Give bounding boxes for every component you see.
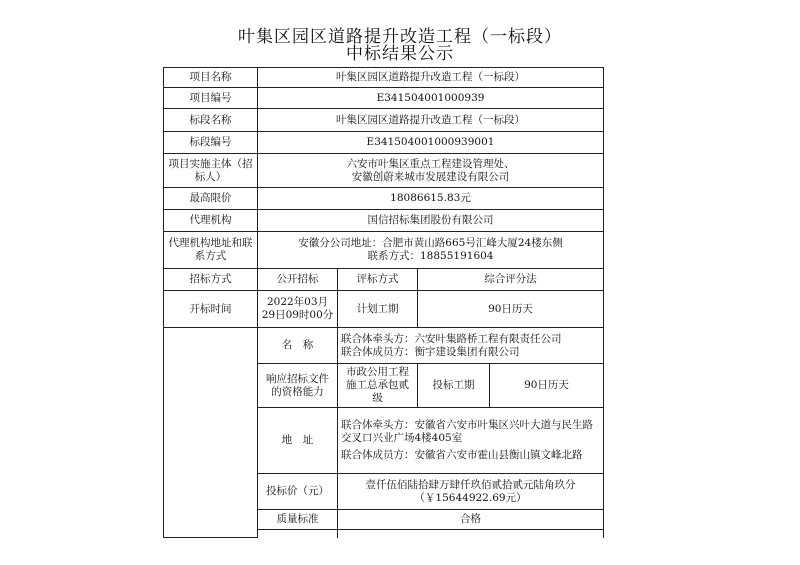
row-agency bbox=[164, 210, 604, 232]
qualification-label: 响应招标文件的资格能力 bbox=[258, 364, 338, 408]
row-open-time bbox=[164, 291, 604, 328]
section-name-label: 标段名称 bbox=[164, 109, 258, 132]
plan-period-value: 90日历天 bbox=[418, 291, 604, 328]
bid-method-value: 公开招标 bbox=[258, 269, 338, 291]
owner-value bbox=[258, 154, 604, 188]
agency-value: 国信招标集团股份有限公司 bbox=[258, 210, 604, 232]
result-table bbox=[163, 67, 604, 538]
quality-value: 合格 bbox=[338, 510, 604, 530]
section-code-label: 标段编号 bbox=[164, 132, 258, 154]
quality-label: 质量标准 bbox=[258, 510, 338, 530]
owner-value-line1: 六安市叶集区重点工程建设管理处、 bbox=[346, 157, 515, 170]
bid-period-value: 90日历天 bbox=[490, 364, 604, 408]
row-owner bbox=[164, 154, 604, 188]
winner-lead-name: 联合体牵头方：六安叶集路桥工程有限责任公司 bbox=[341, 332, 562, 345]
open-time-label: 开标时间 bbox=[164, 291, 258, 328]
owner-label: 项目实施主体（招标人） bbox=[164, 154, 258, 188]
agency-address: 安徽分公司地址：合肥市黄山路665号汇峰大厦24楼东侧 bbox=[298, 237, 563, 249]
cutoff-cell-a bbox=[258, 530, 338, 538]
winner-name-value bbox=[338, 328, 604, 364]
qualification-value: 市政公用工程施工总承包贰级 bbox=[338, 364, 418, 408]
row-section-code bbox=[164, 132, 604, 154]
bid-price-value: 壹仟伍佰陆拾肆万肆仟玖佰贰拾贰元陆角玖分（￥15644922.69元） bbox=[338, 474, 604, 510]
page-subtitle: 中标结果公示 bbox=[346, 44, 454, 64]
row-max-price bbox=[164, 188, 604, 210]
row-winner-name bbox=[164, 328, 604, 364]
bid-period-label: 投标工期 bbox=[418, 364, 490, 408]
bid-price-label: 投标价（元） bbox=[258, 474, 338, 510]
agency-phone: 联系方式：18855191604 bbox=[367, 250, 494, 262]
project-name-label: 项目名称 bbox=[164, 68, 258, 88]
page-title: 叶集区园区道路提升改造工程（一标段） bbox=[238, 27, 562, 47]
section-code-value: E341504001000939001 bbox=[258, 132, 604, 154]
address-value bbox=[338, 408, 604, 474]
owner-value-line2: 安徽创蔚来城市发展建设有限公司 bbox=[351, 170, 510, 183]
row-agency-contact bbox=[164, 232, 604, 269]
row-section-name bbox=[164, 109, 604, 132]
cutoff-cell-b bbox=[338, 530, 604, 538]
winner-block bbox=[164, 328, 258, 538]
project-name-value: 叶集区园区道路提升改造工程（一标段） bbox=[258, 68, 604, 88]
row-bid-method bbox=[164, 269, 604, 291]
agency-contact-value bbox=[258, 232, 604, 269]
agency-contact-label: 代理机构地址和联系方式 bbox=[164, 232, 258, 269]
eval-method-label: 评标方式 bbox=[338, 269, 418, 291]
project-code-value: E341504001000939 bbox=[258, 88, 604, 109]
section-name-value: 叶集区园区道路提升改造工程（一标段） bbox=[258, 109, 604, 132]
row-project-code bbox=[164, 88, 604, 109]
eval-method-value: 综合评分法 bbox=[418, 269, 604, 291]
winner-member-name: 联合体成员方：衡宇建设集团有限公司 bbox=[341, 345, 520, 358]
lead-address: 联合体牵头方：安徽省六安市叶集区兴叶大道与民生路交叉口兴业广场4楼405室 bbox=[341, 419, 593, 444]
address-label: 地 址 bbox=[258, 408, 338, 474]
row-project-name bbox=[164, 68, 604, 88]
max-price-label: 最高限价 bbox=[164, 188, 258, 210]
plan-period-label: 计划工期 bbox=[338, 291, 418, 328]
bid-method-label: 招标方式 bbox=[164, 269, 258, 291]
open-time-value: 2022年03月29日09时00分 bbox=[258, 291, 338, 328]
winner-name-label: 名 称 bbox=[258, 328, 338, 364]
member-address: 联合体成员方：安徽省六安市霍山县衡山镇文峰北路 bbox=[341, 449, 583, 461]
agency-label: 代理机构 bbox=[164, 210, 258, 232]
max-price-value: 18086615.83元 bbox=[258, 188, 604, 210]
project-code-label: 项目编号 bbox=[164, 88, 258, 109]
